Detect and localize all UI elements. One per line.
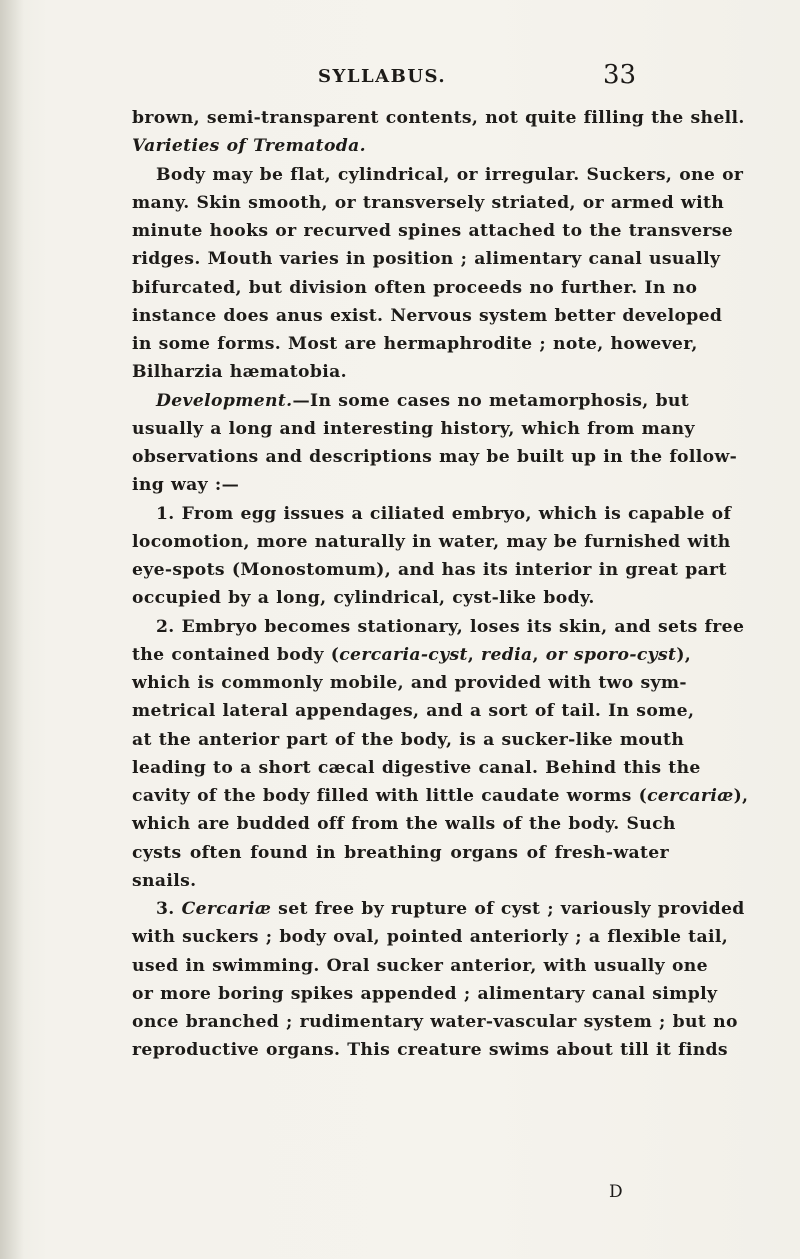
text-line [132, 782, 749, 810]
text-line: 1. From egg issues a ciliated embryo, which is capable of [156, 503, 732, 524]
text-line: which are budded off from the walls of the body. Such [132, 814, 676, 835]
text-line: or more boring spikes appended ; alimentary canal simply [132, 983, 718, 1004]
text-line: cysts often found in breathing organs of fresh-water [132, 842, 669, 863]
text-line: Body may be flat, cylindrical, or irregular. Suckers, one or [156, 164, 744, 185]
text-line: in some forms. Most are hermaphrodite ; note, however, [132, 334, 698, 354]
text-line: ing way :— [132, 475, 240, 496]
text-line: with suckers ; body oval, pointed anteriorly ; a flexible tail, [132, 927, 729, 948]
section-heading [132, 132, 669, 160]
text-run: cavity of the body filled with little caudate worms ( [132, 786, 648, 806]
running-head: SYLLABUS. [318, 66, 447, 87]
text-run: 3. [156, 899, 182, 919]
text-line: occupied by a long, cylindrical, cyst-like body. [132, 588, 595, 609]
text-run: —In some cases no metamorphosis, but [292, 390, 690, 411]
development-heading: Development. [156, 390, 293, 411]
page-header [0, 60, 800, 94]
text-line: brown, semi-transparent contents, not quite filling the shell. [132, 108, 745, 128]
text-run: , [532, 644, 546, 665]
text-line: 2. Embryo becomes stationary, loses its skin, and sets free [156, 616, 745, 637]
text-line: used in swimming. Oral sucker anterior, with usually one [132, 955, 708, 976]
signature-mark: D [609, 1182, 623, 1202]
text-line: metrical lateral appendages, and a sort of tail. In some, [132, 701, 695, 722]
text-line: minute hooks or recurved spines attached to the transverse [132, 221, 734, 241]
text-run: the contained body ( [132, 644, 340, 665]
text-line: Bilharzia hæmatobia. [132, 362, 347, 383]
text-line [132, 895, 745, 923]
text-run: , [467, 644, 482, 665]
text-run: ), [676, 644, 692, 665]
italic-term: cercariæ [647, 786, 734, 806]
text-line: leading to a short cæcal digestive canal. Behind this the [132, 757, 701, 778]
spine-shadow [0, 0, 24, 1259]
italic-term: redia [481, 644, 533, 665]
body-text [132, 104, 749, 1065]
text-line: reproductive organs. This creature swims about till it finds [132, 1040, 728, 1061]
text-line: at the anterior part of the body, is a sucker-like mouth [132, 729, 685, 750]
text-run: ), [733, 786, 749, 806]
section-heading-text: Varieties of Trematoda. [132, 136, 366, 157]
text-line: bifurcated, but division often proceeds no further. In no [132, 277, 698, 298]
text-run: set free by rupture of cyst ; variously provided [271, 899, 745, 919]
text-line: eye-spots (Monostomum), and has its interior in great part [132, 560, 727, 580]
text-line [132, 387, 690, 415]
text-line: ridges. Mouth varies in position ; alimentary canal usually [132, 249, 721, 270]
text-line: instance does anus exist. Nervous system better developed [132, 305, 723, 326]
text-line: snails. [132, 870, 197, 891]
text-line: locomotion, more naturally in water, may be furnished with [132, 531, 731, 552]
page-number: 33 [603, 60, 637, 90]
italic-term: or sporo-cyst [545, 644, 677, 665]
text-line: observations and descriptions may be built up in the follow- [132, 447, 738, 467]
text-line: once branched ; rudimentary water-vascular system ; but no [132, 1012, 738, 1032]
italic-term: cercaria-cyst [339, 644, 468, 665]
text-line: which is commonly mobile, and provided with two sym- [132, 673, 687, 693]
text-line: usually a long and interesting history, which from many [132, 418, 695, 439]
text-line: many. Skin smooth, or transversely striated, or armed with [132, 192, 725, 213]
italic-term: Cercariæ [181, 899, 272, 919]
text-line [132, 641, 692, 669]
